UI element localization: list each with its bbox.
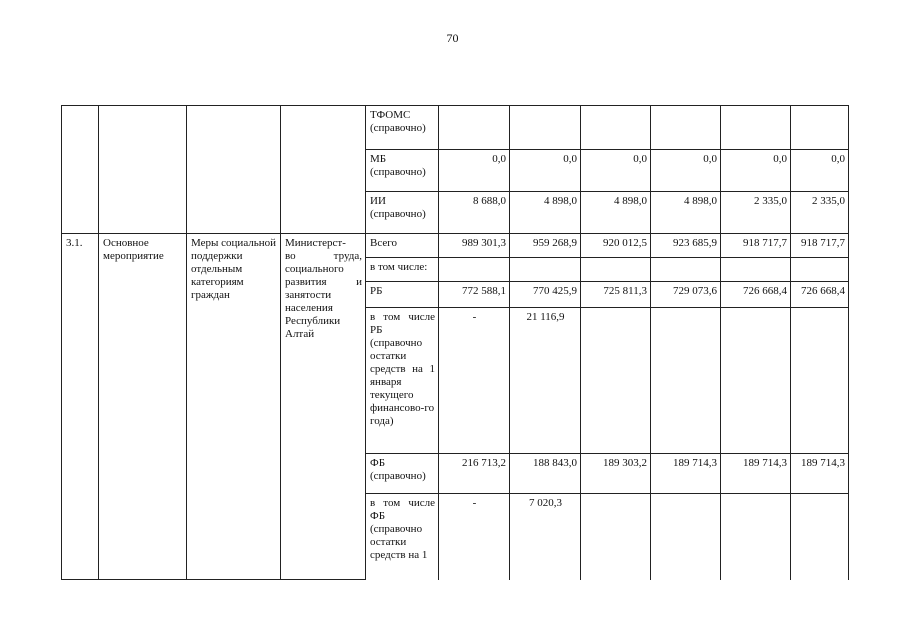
- value-cell: 8 688,0: [439, 192, 510, 234]
- value-cell: 0,0: [721, 150, 791, 192]
- item-name: Меры социальной поддержки отдельным категориям граждан: [187, 234, 281, 580]
- value-cell: [651, 106, 721, 150]
- value-cell: 772 588,1: [439, 282, 510, 308]
- page-number: 70: [446, 31, 459, 45]
- item-executor: [281, 234, 366, 580]
- funding-source: ИИ (справочно): [366, 192, 439, 234]
- executor-line: Министерст-: [285, 237, 346, 249]
- value-cell: [581, 106, 651, 150]
- value-cell: 726 668,4: [721, 282, 791, 308]
- funding-source: ФБ (справочно): [366, 454, 439, 494]
- value-cell: 188 843,0: [510, 454, 581, 494]
- value-cell: 923 685,9: [651, 234, 721, 258]
- empty-cell: [99, 106, 187, 234]
- value-cell: [791, 258, 849, 282]
- value-cell: [721, 494, 791, 580]
- funding-source: ТФОМС (справочно): [366, 106, 439, 150]
- value-cell: 189 714,3: [791, 454, 849, 494]
- value-cell: 725 811,3: [581, 282, 651, 308]
- item-type: Основное мероприятие: [99, 234, 187, 580]
- value-cell: 2 335,0: [791, 192, 849, 234]
- value-cell: [439, 106, 510, 150]
- value-cell: 4 898,0: [510, 192, 581, 234]
- value-cell: [721, 106, 791, 150]
- value-cell: -: [439, 494, 510, 580]
- value-cell: 770 425,9: [510, 282, 581, 308]
- value-cell: 918 717,7: [721, 234, 791, 258]
- empty-cell: [62, 106, 99, 234]
- value-cell: 989 301,3: [439, 234, 510, 258]
- value-cell: 4 898,0: [581, 192, 651, 234]
- budget-table: [61, 105, 849, 580]
- empty-cell: [281, 106, 366, 234]
- table-row: [62, 106, 849, 150]
- value-cell: 0,0: [581, 150, 651, 192]
- value-cell: 0,0: [791, 150, 849, 192]
- value-cell: [651, 258, 721, 282]
- value-cell: 7 020,3: [510, 494, 581, 580]
- item-number: 3.1.: [62, 234, 99, 580]
- value-cell: 918 717,7: [791, 234, 849, 258]
- value-cell: 4 898,0: [651, 192, 721, 234]
- value-cell: [581, 258, 651, 282]
- value-cell: 0,0: [439, 150, 510, 192]
- value-cell: [581, 494, 651, 580]
- executor-line: социального: [285, 263, 344, 275]
- executor-line: во труда,: [285, 250, 362, 262]
- funding-source: РБ: [366, 282, 439, 308]
- funding-source: в том числе РБ (справочно остатки средств на 1 января текущего финансово-го года): [366, 308, 439, 454]
- value-cell: 21 116,9: [510, 308, 581, 454]
- funding-source: в том числе ФБ (справочно остатки средств на 1: [366, 494, 439, 580]
- value-cell: 0,0: [510, 150, 581, 192]
- value-cell: 729 073,6: [651, 282, 721, 308]
- funding-source: Всего: [366, 234, 439, 258]
- executor-line: развития и: [285, 276, 362, 288]
- funding-source: в том числе:: [366, 258, 439, 282]
- value-cell: 920 012,5: [581, 234, 651, 258]
- value-cell: [791, 106, 849, 150]
- value-cell: [651, 308, 721, 454]
- table-row: [62, 234, 849, 258]
- value-cell: [510, 258, 581, 282]
- value-cell: 189 303,2: [581, 454, 651, 494]
- value-cell: [721, 308, 791, 454]
- value-cell: [581, 308, 651, 454]
- value-cell: 2 335,0: [721, 192, 791, 234]
- executor-line: Алтай: [285, 328, 315, 340]
- value-cell: 189 714,3: [721, 454, 791, 494]
- value-cell: [791, 494, 849, 580]
- value-cell: 189 714,3: [651, 454, 721, 494]
- value-cell: 726 668,4: [791, 282, 849, 308]
- value-cell: [510, 106, 581, 150]
- value-cell: [791, 308, 849, 454]
- value-cell: [721, 258, 791, 282]
- value-cell: 0,0: [651, 150, 721, 192]
- value-cell: 216 713,2: [439, 454, 510, 494]
- value-cell: [439, 258, 510, 282]
- funding-source: МБ (справочно): [366, 150, 439, 192]
- value-cell: 959 268,9: [510, 234, 581, 258]
- empty-cell: [187, 106, 281, 234]
- value-cell: [651, 494, 721, 580]
- executor-line: населения: [285, 302, 333, 314]
- value-cell: -: [439, 308, 510, 454]
- executor-line: Республики: [285, 315, 341, 327]
- executor-line: занятости: [285, 289, 332, 301]
